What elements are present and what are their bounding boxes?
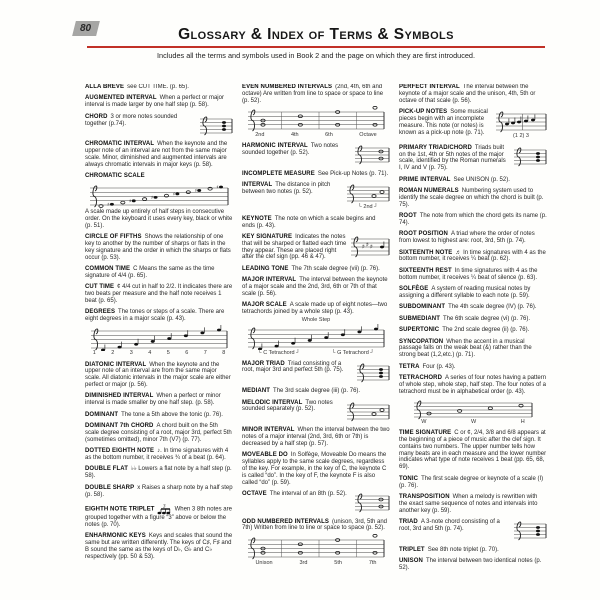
glossary-definition: Shows the relationship of one key to another by the number of sharps or flats in the key signature and the order in which the sharps or flats occur (p. 53). xyxy=(85,234,231,261)
glossary-term: CHROMATIC INTERVAL xyxy=(85,141,155,148)
glossary-entry xyxy=(85,362,233,389)
music-staff-image xyxy=(354,491,390,513)
glossary-term: PRIME INTERVAL xyxy=(399,176,451,183)
page-subtitle: Includes all the terms and symbols used in Book 2 and the page on which they are first introduced. xyxy=(156,51,475,60)
figure-labels: 2nd 4th 6th Octave xyxy=(255,131,377,138)
glossary-definition: ♭♭ Lowers a flat note by a half step (p. 58). xyxy=(85,466,232,480)
glossary-term: OCTAVE xyxy=(242,491,267,498)
glossary-definition: When a perfect or minor interval is made smaller by one half step. (p. 58). xyxy=(85,393,221,407)
glossary-entry xyxy=(242,491,390,514)
glossary-entry xyxy=(242,519,390,567)
glossary-entry xyxy=(85,448,233,462)
glossary-definition: The interval between two identical notes (p. 52). xyxy=(399,558,542,571)
music-notation-figure xyxy=(242,106,390,138)
glossary-term: TIME SIGNATURE xyxy=(399,430,452,437)
glossary-definition: A scale made up entirely of half steps in consecutive order. On the keyboard it uses every key, black or white (p. 51). xyxy=(85,209,233,229)
glossary-entry xyxy=(242,234,390,261)
music-staff-image xyxy=(513,145,547,167)
music-staff-image xyxy=(89,182,229,208)
glossary-term: SIXTEENTH REST xyxy=(399,267,452,274)
glossary-term: TRIAD xyxy=(399,519,418,526)
glossary-entry xyxy=(242,216,390,230)
glossary-entry xyxy=(85,114,233,137)
svg-text:♯: ♯ xyxy=(107,202,110,208)
music-notation-figure xyxy=(157,503,173,515)
glossary-term: COMMON TIME xyxy=(85,265,131,272)
glossary-term: MAJOR SCALE xyxy=(242,302,287,309)
glossary-definition: The 7th scale degree (vii) (p. 76). xyxy=(288,265,380,272)
music-staff-image xyxy=(247,106,385,132)
glossary-entry xyxy=(242,143,390,166)
glossary-definition: C or ¢, 2/4, 3/8 and 6/8 appears at the beginning of a piece of music after the clef sign. It contains two numbers. The upper number tells how many beats are in each measure and the lower number indicates what type of note receives 1 beat (pp. 65, 68, 69). xyxy=(399,430,547,471)
glossary-term: TONIC xyxy=(399,475,419,482)
glossary-entry xyxy=(242,84,390,138)
glossary-entry xyxy=(85,309,233,357)
glossary-entry xyxy=(399,109,547,140)
music-notation-figure xyxy=(242,534,390,566)
music-staff-image xyxy=(354,143,390,165)
glossary-term: ODD NUMBERED INTERVALS xyxy=(242,518,329,525)
glossary-definition: Some musical pieces begin with an incomplete measure. This note (or notes) is known as a pick-up note (p. 71). xyxy=(399,109,488,136)
glossary-definition: When a perfect or major interval is made larger by one half step (p. 58). xyxy=(85,95,224,109)
music-notation-figure xyxy=(199,114,233,136)
glossary-entry xyxy=(85,533,233,560)
music-notation-figure xyxy=(354,143,390,165)
page-number: 80 xyxy=(80,23,92,34)
music-notation-figure xyxy=(85,182,233,208)
glossary-entry xyxy=(399,304,547,311)
music-staff-image xyxy=(413,398,533,420)
glossary-column-3 xyxy=(399,84,547,592)
glossary-entry xyxy=(399,375,547,425)
glossary-entry xyxy=(399,188,547,208)
svg-text:♯: ♯ xyxy=(366,241,369,249)
glossary-definition: Triads built on the 1st, 4th or 5th notes of the major scale, identified by the Roman numerals I, IV and V (p. 75). xyxy=(399,144,506,172)
glossary-entry xyxy=(85,284,233,304)
figure-labels: W W H xyxy=(421,419,525,426)
glossary-term: PICK-UP NOTES xyxy=(399,109,448,116)
glossary-term: PRIMARY TRIAD/CHORD xyxy=(399,144,472,151)
svg-text:♯: ♯ xyxy=(129,199,132,205)
glossary-entry xyxy=(85,84,233,91)
music-notation-figure xyxy=(346,182,390,210)
glossary-entry xyxy=(85,95,233,109)
glossary-term: DIATONIC INTERVAL xyxy=(85,361,147,368)
glossary-definition: When a melody is rewritten with the exact same sequence of notes and intervals into another key (p. 59). xyxy=(399,493,538,514)
glossary-term: AUGMENTED INTERVAL xyxy=(85,95,157,102)
glossary-entry xyxy=(399,339,547,359)
glossary-term: MOVEABLE DO xyxy=(242,452,288,459)
glossary-definition: A scale made up of eight notes—two tetrachords joined by a whole step (p. 43). xyxy=(242,302,388,316)
glossary-definition: When 3 8th notes are grouped together with a figure “3” above or below the notes (p. 70). xyxy=(85,506,232,528)
glossary-entry xyxy=(399,250,547,264)
glossary-definition: 3 or more notes sounded together (p.74). xyxy=(85,113,178,127)
music-staff-image xyxy=(346,182,390,204)
glossary-term: SYNCOPATION xyxy=(399,338,444,345)
glossary-definition: A chord built on the 5th scale degree consisting of a root, major 3rd, perfect 5th (sometimes omitted), minor 7th (V7) (p. 77). xyxy=(85,423,232,443)
glossary-definition: The tones or steps of a scale. There are eight degrees in a major scale (p. 43). xyxy=(85,309,225,323)
glossary-definition: The interval between the keynote of a major scale and the unison, 4th, 5th or octave of that scale (p. 56). xyxy=(399,84,536,104)
music-notation-figure xyxy=(346,400,390,422)
glossary-term: TRIPLET xyxy=(399,546,425,553)
music-notation-figure xyxy=(85,325,233,357)
glossary-term: DOMINANT 7th CHORD xyxy=(85,423,154,430)
glossary-term: LEADING TONE xyxy=(242,265,289,272)
glossary-term: CUT TIME xyxy=(85,284,115,291)
glossary-entry xyxy=(399,558,547,572)
svg-text:♯: ♯ xyxy=(150,195,154,201)
glossary-term: KEYNOTE xyxy=(242,215,272,222)
glossary-term: DOTTED EIGHTH NOTE xyxy=(85,448,155,455)
glossary-columns xyxy=(85,84,547,592)
glossary-definition: Two notes sounded together (p. 52). xyxy=(242,143,339,156)
glossary-definition: The 4th scale degree (IV) (p. 76). xyxy=(445,304,537,311)
music-staff-image xyxy=(350,234,390,258)
figure-labels: Unison 3rd 5th 7th xyxy=(255,559,377,566)
glossary-entry xyxy=(399,494,547,514)
glossary-term: INCOMPLETE MEASURE xyxy=(242,170,315,177)
glossary-definition: ♪. In time signatures with 4 as the bottom number, it receives ¾ of a beat (p. 64). xyxy=(85,448,229,462)
glossary-entry xyxy=(242,427,390,447)
glossary-term: DOUBLE SHARP xyxy=(85,484,135,491)
glossary-entry xyxy=(85,266,233,280)
glossary-entry xyxy=(85,141,233,168)
glossary-entry xyxy=(399,327,547,334)
glossary-entry xyxy=(399,547,547,554)
music-staff-image xyxy=(495,109,547,133)
music-staff-image xyxy=(513,519,547,541)
figure-top-label: Whole Step xyxy=(301,317,331,323)
glossary-entry xyxy=(85,412,233,419)
glossary-definition: Four (p. 43). xyxy=(419,363,456,370)
glossary-definition: The 6th scale degree (vi) (p. 76). xyxy=(440,315,531,322)
glossary-term: MINOR INTERVAL xyxy=(242,427,295,434)
glossary-entry xyxy=(399,316,547,323)
music-staff-image xyxy=(247,534,385,560)
glossary-entry xyxy=(85,423,233,443)
glossary-term: CHORD xyxy=(85,113,108,120)
glossary-term: CIRCLE OF FIFTHS xyxy=(85,234,142,241)
glossary-entry xyxy=(399,519,547,542)
page-title: Glossary & Index of Terms & Symbols xyxy=(178,26,454,43)
glossary-entry xyxy=(242,361,390,384)
figure-label: (1 2) 3 xyxy=(513,132,529,139)
glossary-column-2 xyxy=(242,84,390,592)
svg-text:♯: ♯ xyxy=(172,192,175,198)
music-staff-image xyxy=(90,325,228,351)
glossary-definition: (unison, 3rd, 5th and 7th) Written from line to line or space to space (p. 52). xyxy=(242,518,388,532)
glossary-term: SUBMEDIANT xyxy=(399,315,440,322)
glossary-definition: When the accent in a musical passage falls on the weak beat (&) rather than the strong beat (1,2,etc.) (p. 71). xyxy=(399,338,532,359)
glossary-term: EIGHTH NOTE TRIPLET xyxy=(85,506,155,513)
music-notation-figure xyxy=(513,519,547,541)
glossary-entry xyxy=(399,231,547,245)
glossary-definition: See 8th note triplet (p. 70). xyxy=(424,546,499,553)
glossary-definition: see CUT TIME. (p. 65). xyxy=(124,84,189,90)
svg-text:♯: ♯ xyxy=(216,185,219,191)
glossary-definition: The interval between the keynote of a major scale and the 2nd, 3rd, 6th or 7th of that scale (p. 56). xyxy=(242,277,388,297)
figure-label: └ 2nd ┘ xyxy=(357,203,379,210)
glossary-definition: The 3rd scale degree (iii) (p. 76). xyxy=(270,388,361,395)
glossary-definition: A system of reading musical notes by assigning a different syllable to each note (p. 59). xyxy=(399,286,531,299)
glossary-entry xyxy=(85,503,233,529)
glossary-definition: See Pick-up Notes (p. 71). xyxy=(314,170,389,177)
glossary-definition: The distance in pitch between two notes (p. 52). xyxy=(242,182,331,195)
glossary-entry xyxy=(242,266,390,273)
music-notation-figure xyxy=(242,318,390,356)
glossary-definition: When the interval between the two notes of a major interval (2nd, 3rd, 6th or 7th) is decreased by a half step (p. 57). xyxy=(242,427,390,447)
title-accent-rule xyxy=(87,46,545,48)
glossary-column-1 xyxy=(85,84,233,592)
glossary-term: EVEN NUMBERED INTERVALS xyxy=(242,84,333,90)
glossary-entry xyxy=(242,182,390,211)
glossary-entry xyxy=(242,400,390,423)
glossary-definition: A 3-note chord consisting of a root, 3rd and 5th (p. 74). xyxy=(399,519,500,532)
glossary-definition: (2nd, 4th, 6th and octave) Are written from line to space or space to line (p. 52). xyxy=(242,84,384,104)
glossary-definition: A series of four notes having a pattern of whole step, whole step, half step. The four notes of a tetrachord must be in alphabetical order (p. 43). xyxy=(399,375,547,395)
glossary-definition: C Means the same as the time signature of 4/4 (p. 65). xyxy=(85,265,215,279)
glossary-definition: In time signatures with 4 as the bottom number, it receives ¼ beat of silence (p. 63). xyxy=(399,267,538,281)
glossary-term: MEDIANT xyxy=(242,388,271,395)
triplet-notes-image xyxy=(157,503,173,515)
glossary-definition: The tone a 5th above the tonic (p. 76). xyxy=(118,411,223,418)
glossary-entry xyxy=(399,476,547,490)
glossary-definition: The note on which a scale begins and ends (p. 43). xyxy=(242,215,376,229)
glossary-entry xyxy=(242,277,390,297)
glossary-term: INTERVAL xyxy=(242,182,273,189)
glossary-term: ROMAN NUMERALS xyxy=(399,188,459,194)
music-staff-image xyxy=(199,114,233,136)
glossary-term: SOLFÈGE xyxy=(399,286,429,293)
glossary-definition: ¢ 4/4 cut in half to 2/2. It indicates there are two beats per measure and the half note receives 1 beat (p. 65). xyxy=(85,284,233,304)
music-notation-figure xyxy=(354,491,390,513)
glossary-entry xyxy=(242,171,390,178)
svg-text:♯: ♯ xyxy=(370,243,373,251)
glossary-term: TETRACHORD xyxy=(399,375,442,382)
glossary-entry xyxy=(85,466,233,480)
glossary-definition: The interval of an 8th (p. 52). xyxy=(266,491,347,498)
glossary-definition: Keys and scales that sound the same but are written differently. The keys of C♯, F♯ and B sound the same as the keys of D♭, G♭ and C♭ respectively (pp. 50 & 53). xyxy=(85,533,233,560)
glossary-definition: Indicates the notes that will be sharped or flatted each time they appear. These are placed right after the clef sign (pp. 46 & 47). xyxy=(242,233,347,261)
music-notation-figure xyxy=(399,398,547,426)
glossary-definition: Numbering system used to identify the scale degree on which the chord is built (p. 75). xyxy=(399,188,544,208)
glossary-term: TRANSPOSITION xyxy=(399,493,450,500)
glossary-term: UNISON xyxy=(399,558,423,565)
glossary-term: SUPERTONIC xyxy=(399,327,440,334)
glossary-term: KEY SIGNATURE xyxy=(242,233,293,240)
glossary-entry xyxy=(399,177,547,184)
glossary-term: ENHARMONIC KEYS xyxy=(85,533,146,540)
glossary-entry xyxy=(399,430,547,471)
glossary-definition: In Solfège, Moveable Do means the syllables apply to the same scale degrees, regardless of the key. For example, in the key of C, the keynote C is called “do”. In the key of F, the keynote F is also called “do” (p. 59). xyxy=(242,452,387,486)
glossary-definition: The first scale degree or keynote of a scale (I) (p. 76). xyxy=(399,475,544,489)
figure-labels: └ C Tetrachord ┘ └ G Tetrachord ┘ xyxy=(257,349,375,356)
glossary-term: SUBDOMINANT xyxy=(399,304,446,311)
glossary-term: PERFECT INTERVAL xyxy=(399,84,460,90)
glossary-definition: When the keynote and the upper note of an interval are not from the same major scale. Minor, diminished and augmented intervals are always chromatic intervals in major keys (p. 58). xyxy=(85,141,228,168)
glossary-term: ROOT POSITION xyxy=(399,231,448,238)
music-staff-image xyxy=(356,361,390,383)
glossary-term: TETRA xyxy=(399,363,420,370)
glossary-definition: Triad consisting of a root, major 3rd and perfect 5th (p. 75). xyxy=(242,360,344,374)
glossary-term: MAJOR INTERVAL xyxy=(242,277,297,284)
music-notation-figure xyxy=(495,109,547,139)
figure-labels: 1 2 3 4 5 6 7 8 xyxy=(92,350,226,357)
glossary-term: ROOT xyxy=(399,213,417,220)
glossary-entry xyxy=(399,268,547,282)
svg-text:3: 3 xyxy=(162,504,166,510)
glossary-entry xyxy=(242,388,390,395)
glossary-entry xyxy=(399,145,547,172)
glossary-term: HARMONIC INTERVAL xyxy=(242,143,308,150)
svg-text:♯: ♯ xyxy=(362,243,365,251)
glossary-definition: When the keynote and the upper note of an interval are from the same major scale. All diatonic intervals in the major scale are either perfect or major (p. 56). xyxy=(85,361,231,389)
glossary-entry xyxy=(399,364,547,371)
glossary-definition: The note from which the chord gets its name (p. 74). xyxy=(399,213,547,226)
glossary-term: ALLA BREVE xyxy=(85,84,125,90)
glossary-term: SIXTEENTH NOTE xyxy=(399,249,453,256)
page-header xyxy=(85,26,547,60)
glossary-term: DOUBLE FLAT xyxy=(85,466,128,473)
music-staff-image xyxy=(247,324,385,350)
glossary-definition: A triad where the order of notes from lowest to highest are: root, 3rd, 5th (p. 74). xyxy=(399,231,535,245)
glossary-term: MAJOR TRIAD xyxy=(242,360,285,367)
glossary-entry xyxy=(399,84,547,104)
glossary-definition: x Raises a sharp note by a half step (p. 58). xyxy=(85,484,233,498)
glossary-definition: Two notes sounded separately (p. 52). xyxy=(242,399,333,413)
svg-text:♯: ♯ xyxy=(194,189,197,195)
glossary-entry xyxy=(242,302,390,356)
glossary-entry xyxy=(85,173,233,229)
glossary-term: DOMINANT xyxy=(85,411,119,418)
glossary-term: CHROMATIC SCALE xyxy=(85,173,145,180)
glossary-term: DIMINISHED INTERVAL xyxy=(85,393,154,400)
glossary-entry xyxy=(85,485,233,499)
music-notation-figure xyxy=(513,145,547,167)
glossary-entry xyxy=(85,234,233,261)
glossary-definition: The 2nd scale degree (ii) (p. 76). xyxy=(439,327,530,334)
glossary-term: DEGREES xyxy=(85,309,116,316)
glossary-term: MELODIC INTERVAL xyxy=(242,399,303,406)
glossary-entry xyxy=(399,286,547,300)
music-staff-image xyxy=(346,400,390,422)
glossary-definition: ♬ In time signatures with 4 as the bottom number, it receives ¼ beat (p. 62). xyxy=(399,249,546,263)
music-notation-figure xyxy=(350,234,390,258)
glossary-entry xyxy=(242,452,390,486)
music-notation-figure xyxy=(356,361,390,383)
glossary-entry xyxy=(399,213,547,227)
glossary-definition: See UNISON (p. 52). xyxy=(450,176,510,183)
glossary-entry xyxy=(85,393,233,407)
